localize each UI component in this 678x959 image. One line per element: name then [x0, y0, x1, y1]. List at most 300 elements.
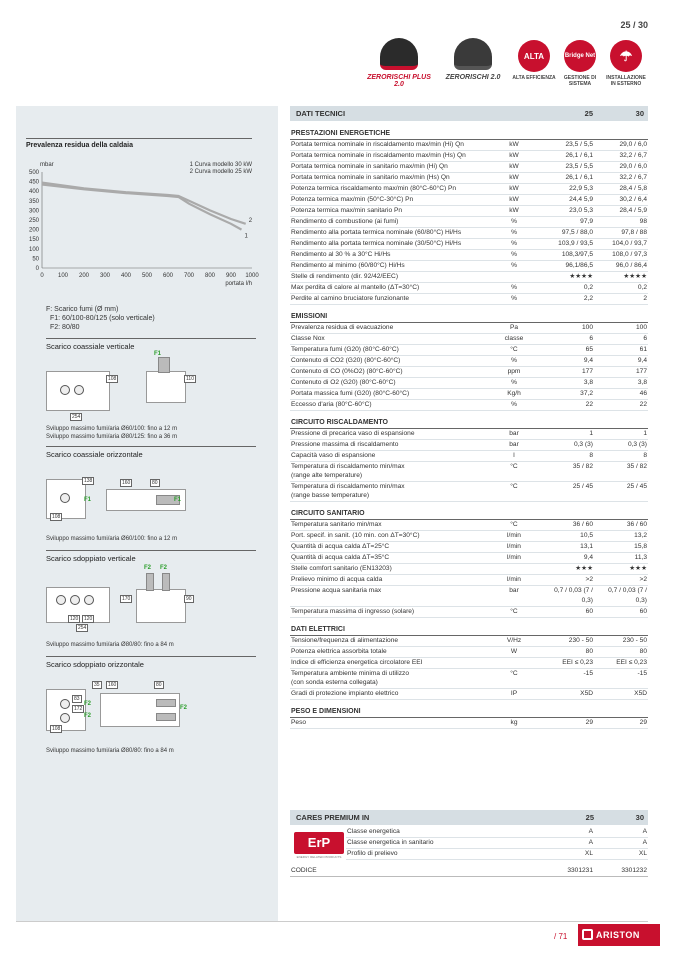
tech-data-panel	[290, 106, 648, 729]
row-value-30: 13,2	[594, 530, 648, 541]
dim-label: 172	[74, 706, 83, 712]
table-row	[290, 606, 648, 617]
row-unit: %	[488, 399, 540, 410]
scheme-drawing	[46, 565, 256, 631]
table-row	[290, 161, 648, 172]
row-value-30: 32,2 / 6,7	[594, 150, 648, 161]
row-value-30: 15,8	[594, 541, 648, 552]
bridgenet-badge	[558, 40, 602, 87]
table-row	[290, 519, 648, 530]
cares-premium-block	[290, 810, 648, 874]
y-tick-label: 500	[28, 170, 39, 176]
row-value-25: 108,3/97,5	[540, 249, 594, 260]
row-label: Rendimento al 30 % a 30°C Hi/Hs	[290, 249, 488, 260]
row-value-25: 26,1 / 6,1	[540, 172, 594, 183]
row-label: Classe Nox	[290, 333, 488, 344]
row-label: Rendimento alla portata termica nominale (30/50°C) Hi/Hs	[290, 238, 488, 249]
table-row	[290, 194, 648, 205]
row-label: Temperatura fumi (G20) (80°C-60°C)	[290, 344, 488, 355]
row-unit: kg	[488, 717, 540, 728]
x-tick-label: 400	[120, 273, 132, 279]
row-unit: kW	[488, 161, 540, 172]
row-unit: l/min	[488, 541, 540, 552]
table-row	[290, 293, 648, 304]
row-value-30: X5D	[594, 688, 648, 699]
row-value-30: 25 / 45	[594, 481, 648, 501]
helmet-icon	[454, 38, 492, 70]
row-label: Contenuto di O2 (G20) (80°C-60°C)	[290, 377, 488, 388]
row-value-25: 60	[540, 606, 594, 617]
row-label: Port. specif. in sanit. (10 min. con ΔT=30°C)	[290, 530, 488, 541]
row-value-30: 46	[594, 388, 648, 399]
tech-header-title: DATI TECNICI	[290, 106, 488, 121]
erp-value-30: A	[594, 827, 648, 838]
x-tick-label: 200	[78, 273, 90, 279]
row-unit: kW	[488, 150, 540, 161]
row-label: Rendimento alla portata termica nominale (60/80°C) Hi/Hs	[290, 227, 488, 238]
note-line: Sviluppo massimo fumi/aria Ø80/80: fino a 84 m	[46, 642, 174, 648]
row-unit: °C	[488, 519, 540, 530]
flue-mark: F1	[154, 351, 162, 357]
row-label: Temperatura di riscaldamento min/max (range basse temperature)	[290, 481, 488, 501]
row-value-25: 24,4 5,9	[540, 194, 594, 205]
row-unit: kW	[488, 139, 540, 150]
dim-label: 83	[74, 696, 80, 702]
row-unit: ppm	[488, 366, 540, 377]
curve-label: 1	[244, 233, 248, 240]
row-value-25: 13,1	[540, 541, 594, 552]
dim-label: 160	[122, 480, 131, 486]
cares-col-25: 25	[585, 813, 594, 822]
row-label: Temperatura ambiente minima di utilizzo (con sonda esterna collegata)	[290, 668, 488, 688]
table-row	[290, 205, 648, 216]
codice-table	[290, 866, 648, 877]
y-tick-label: 250	[28, 218, 39, 224]
row-unit: %	[488, 227, 540, 238]
x-tick-label: 0	[40, 273, 44, 279]
tech-header-unit	[488, 106, 540, 121]
codice-25: 3301231	[540, 866, 594, 877]
row-value-30: 29,0 / 6,0	[594, 161, 648, 172]
y-tick-label: 200	[28, 227, 39, 234]
scheme-drawing	[46, 351, 256, 420]
row-value-30: 28,4 / 5,8	[594, 183, 648, 194]
table-row	[290, 150, 648, 161]
y-tick-label: 400	[28, 189, 39, 196]
erp-value-30: XL	[594, 849, 648, 860]
pump-curve-chart	[26, 150, 266, 300]
table-row	[290, 377, 648, 388]
table-row	[290, 563, 648, 574]
row-value-30: -15	[594, 668, 648, 688]
row-label: Temperatura massima di ingresso (solare)	[290, 606, 488, 617]
flue-mark: F2	[84, 701, 92, 707]
row-value-25: 22	[540, 399, 594, 410]
x-tick-label: 1000	[245, 273, 259, 279]
row-value-25: 25 / 45	[540, 481, 594, 501]
row-value-30: 0,7 / 0,03 (7 / 0,3)	[594, 585, 648, 606]
row-value-30: ★★★	[594, 563, 648, 574]
tech-data-table	[290, 106, 648, 729]
row-value-30: 108,0 / 97,3	[594, 249, 648, 260]
row-value-30: 0,2	[594, 282, 648, 293]
row-label: Temperatura di riscaldamento min/max (range alte temperature)	[290, 461, 488, 481]
row-unit: kW	[488, 172, 540, 183]
dim-label: 108	[52, 726, 61, 732]
x-axis-label: portata l/h	[225, 281, 252, 287]
scheme-note	[46, 535, 256, 543]
flue-mark: F1	[174, 497, 182, 503]
table-row	[290, 481, 648, 501]
row-unit: V/Hz	[488, 635, 540, 646]
row-value-30: 230 - 50	[594, 635, 648, 646]
row-label: Portata termica nominale in riscaldamento max/min (Hi) Qn	[290, 139, 488, 150]
row-value-30: 100	[594, 322, 648, 333]
row-unit: °C	[488, 606, 540, 617]
row-unit: %	[488, 377, 540, 388]
row-value-25: 97,5 / 88,0	[540, 227, 594, 238]
x-tick-label: 300	[99, 273, 111, 279]
row-value-30: 36 / 60	[594, 519, 648, 530]
row-value-25: 10,5	[540, 530, 594, 541]
row-value-25: 23,5 / 5,5	[540, 139, 594, 150]
row-label: Indice di efficienza energetica circolatore EEI	[290, 657, 488, 668]
row-value-25: 36 / 60	[540, 519, 594, 530]
row-unit: l/min	[488, 574, 540, 585]
row-value-25: 0,3 (3)	[540, 439, 594, 450]
table-row	[290, 344, 648, 355]
row-label: Rendimento al minimo (60/80°C) Hi/Hs	[290, 260, 488, 271]
row-label: Stelle comfort sanitario (EN13203)	[290, 563, 488, 574]
row-label: Contenuto di CO2 (G20) (80°C-60°C)	[290, 355, 488, 366]
table-row	[290, 461, 648, 481]
row-value-30: 8	[594, 450, 648, 461]
row-value-30: 32,2 / 6,7	[594, 172, 648, 183]
flue-mark: F2	[160, 565, 168, 571]
x-tick-label: 700	[183, 273, 195, 279]
table-row	[290, 366, 648, 377]
efficiency-icon: ALTA	[518, 40, 550, 72]
flue-mark: F2	[180, 705, 188, 711]
row-label: Portata termica nominale in sanitario max/min (Hi) Qn	[290, 161, 488, 172]
row-unit: bar	[488, 439, 540, 450]
row-unit: Kg/h	[488, 388, 540, 399]
scheme-note	[46, 425, 256, 441]
erp-logo-sub: ENERGY RELATED PRODUCTS	[296, 855, 342, 859]
logo-label: ZERORISCHI PLUS 2.0	[367, 74, 431, 88]
erp-label: Classe energetica in sanitario	[346, 838, 540, 849]
section-title: PRESTAZIONI ENERGETICHE	[290, 121, 648, 139]
zerorischi-logo	[440, 38, 506, 90]
row-value-30: 104,0 / 93,7	[594, 238, 648, 249]
row-unit: classe	[488, 333, 540, 344]
y-tick-label: 0	[35, 266, 39, 272]
row-value-25: 23,5 / 5,5	[540, 161, 594, 172]
ariston-mark-icon	[582, 929, 593, 940]
x-tick-label: 900	[225, 273, 237, 279]
flue-mark: F2	[144, 565, 152, 571]
icon-label: ALTA EFFICIENZA	[512, 75, 556, 81]
scheme-drawing	[46, 465, 256, 525]
section-row	[290, 121, 648, 139]
row-value-25: -15	[540, 668, 594, 688]
row-label: Pressione acqua sanitaria max	[290, 585, 488, 606]
tech-header-30: 30	[594, 106, 648, 121]
cares-col-30: 30	[635, 813, 644, 822]
section-title: PESO E DIMENSIONI	[290, 699, 648, 717]
row-label: Eccesso d'aria (80°C-60°C)	[290, 399, 488, 410]
footer-divider	[16, 921, 648, 922]
cares-header	[290, 810, 648, 825]
legend-entry: 1 Curva modello 30 kW	[189, 162, 252, 168]
dim-label: 120	[84, 616, 93, 622]
zerorischi-plus-logo	[366, 38, 432, 90]
row-label: Pressione di precarica vaso di espansione	[290, 428, 488, 439]
row-unit: %	[488, 293, 540, 304]
row-unit: °C	[488, 461, 540, 481]
row-unit: °C	[488, 481, 540, 501]
scheme-title: Scarico sdoppiato orizzontale	[46, 656, 256, 669]
y-tick-label: 300	[28, 208, 39, 215]
row-label: Prelievo minimo di acqua calda	[290, 574, 488, 585]
table-row	[290, 238, 648, 249]
row-unit: %	[488, 249, 540, 260]
row-value-30: 22	[594, 399, 648, 410]
row-label: Perdite al camino bruciatore funzionante	[290, 293, 488, 304]
row-unit: bar	[488, 585, 540, 606]
scheme-sdoppiato-orizzontale	[46, 656, 256, 755]
table-row	[290, 530, 648, 541]
scheme-title: Scarico sdoppiato verticale	[46, 550, 256, 563]
dim-label: 80	[156, 682, 162, 688]
row-value-25: 9,4	[540, 552, 594, 563]
outdoor-icon: ☂	[610, 40, 642, 72]
row-unit	[488, 657, 540, 668]
section-title: DATI ELETTRICI	[290, 617, 648, 635]
row-unit: kW	[488, 205, 540, 216]
row-value-25: 37,2	[540, 388, 594, 399]
row-unit: %	[488, 238, 540, 249]
row-unit: °C	[488, 668, 540, 688]
table-row	[290, 322, 648, 333]
dim-label: 138	[84, 478, 93, 484]
table-row	[290, 717, 648, 728]
erp-table	[346, 827, 648, 860]
note-line: Sviluppo massimo fumi/aria Ø80/80: fino a 84 m	[46, 748, 174, 754]
scheme-coassiale-verticale	[46, 338, 256, 441]
row-value-25: 100	[540, 322, 594, 333]
row-label: Rendimento di combustione (ai fumi)	[290, 216, 488, 227]
row-unit: bar	[488, 428, 540, 439]
row-label: Portata massica fumi (G20) (80°C-60°C)	[290, 388, 488, 399]
dim-label: 108	[52, 514, 61, 520]
table-row	[290, 668, 648, 688]
erp-value-25: A	[540, 838, 594, 849]
row-value-25: 9,4	[540, 355, 594, 366]
flue-legend-line: F1: 60/100-80/125 (solo verticale)	[50, 315, 155, 322]
row-value-30: 29,0 / 6,0	[594, 139, 648, 150]
curve-label: 2	[248, 217, 253, 224]
row-unit: W	[488, 646, 540, 657]
scheme-note	[46, 747, 256, 755]
row-value-25: 26,1 / 6,1	[540, 150, 594, 161]
row-label: Potenza termica riscaldamento max/min (80°C-60°C) Pn	[290, 183, 488, 194]
row-unit: IP	[488, 688, 540, 699]
y-tick-label: 100	[28, 246, 39, 253]
row-label: Stelle di rendimento (dir. 92/42/EEC)	[290, 271, 488, 282]
table-row	[290, 439, 648, 450]
x-tick-label: 500	[141, 273, 153, 279]
table-row	[290, 260, 648, 271]
table-row	[290, 183, 648, 194]
dim-label: 254	[78, 625, 87, 631]
series-line-1	[42, 185, 242, 230]
row-unit: %	[488, 260, 540, 271]
table-row	[290, 249, 648, 260]
row-value-30: 80	[594, 646, 648, 657]
section-row	[290, 501, 648, 519]
row-label: Potenza elettrica assorbita totale	[290, 646, 488, 657]
dim-label: 254	[72, 414, 81, 420]
row-label: Temperatura sanitario min/max	[290, 519, 488, 530]
row-value-25: X5D	[540, 688, 594, 699]
row-value-25: 23,0 5,3	[540, 205, 594, 216]
table-row	[290, 216, 648, 227]
scheme-title: Scarico coassiale orizzontale	[46, 446, 256, 459]
row-label: Contenuto di CO (0%O2) (80°C-60°C)	[290, 366, 488, 377]
row-value-25: 96,1/86,5	[540, 260, 594, 271]
row-unit: %	[488, 355, 540, 366]
scheme-note	[46, 641, 256, 649]
scheme-sdoppiato-verticale	[46, 550, 256, 649]
dim-label: 80	[152, 480, 158, 486]
row-value-30: 9,4	[594, 355, 648, 366]
dim-label: 35	[94, 682, 100, 688]
row-value-25: 177	[540, 366, 594, 377]
table-row	[290, 428, 648, 439]
row-value-25: 29	[540, 717, 594, 728]
alta-efficienza-badge	[512, 40, 556, 81]
row-value-30: 29	[594, 717, 648, 728]
x-tick-label: 600	[162, 273, 174, 279]
row-value-25: 97,9	[540, 216, 594, 227]
row-unit: kW	[488, 194, 540, 205]
dim-label: 90	[186, 596, 192, 602]
table-row	[290, 333, 648, 344]
section-title: EMISSIONI	[290, 304, 648, 322]
row-label: Potenza termica max/min sanitario Pn	[290, 205, 488, 216]
brand-name: ARISTON	[596, 930, 640, 940]
row-value-30: >2	[594, 574, 648, 585]
row-label: Potenza termica max/min (50°C-30°C) Pn	[290, 194, 488, 205]
table-row	[290, 635, 648, 646]
scheme-coassiale-orizzontale	[46, 446, 256, 543]
esterno-badge	[604, 40, 648, 87]
y-tick-label: 150	[28, 237, 39, 244]
row-label: Capacità vaso di espansione	[290, 450, 488, 461]
row-label: Max perdita di calore al mantello (ΔT=30°C)	[290, 282, 488, 293]
icon-label: INSTALLAZIONE IN ESTERNO	[606, 75, 646, 87]
erp-row	[346, 827, 648, 838]
table-row	[290, 139, 648, 150]
helmet-icon	[380, 38, 418, 70]
row-value-25: 3,8	[540, 377, 594, 388]
row-value-30: 98	[594, 216, 648, 227]
page-number: 25 / 30	[620, 20, 648, 30]
row-value-30: ★★★★	[594, 271, 648, 282]
footer-page-number: / 71	[554, 932, 568, 941]
row-value-25: ★★★★	[540, 271, 594, 282]
row-value-25: 6	[540, 333, 594, 344]
erp-row	[346, 838, 648, 849]
row-unit: l/min	[488, 530, 540, 541]
table-row	[290, 399, 648, 410]
erp-value-30: A	[594, 838, 648, 849]
row-value-25: >2	[540, 574, 594, 585]
dim-label: 108	[108, 376, 117, 382]
logo-label: ZERORISCHI 2.0	[445, 74, 501, 81]
row-value-25: EEI ≤ 0,23	[540, 657, 594, 668]
row-value-25: 0,7 / 0,03 (7 / 0,3)	[540, 585, 594, 606]
codice-row	[290, 866, 648, 877]
tech-header-25: 25	[540, 106, 594, 121]
row-label: Portata termica nominale in sanitario max/min (Hs) Qn	[290, 172, 488, 183]
tech-header-row	[290, 106, 648, 121]
row-unit	[488, 271, 540, 282]
row-label: Tensione/frequenza di alimentazione	[290, 635, 488, 646]
table-row	[290, 388, 648, 399]
row-value-30: 177	[594, 366, 648, 377]
row-value-30: 30,2 / 6,4	[594, 194, 648, 205]
table-row	[290, 227, 648, 238]
flue-mark: F1	[84, 497, 92, 503]
flue-mark: F2	[84, 713, 92, 719]
table-row	[290, 172, 648, 183]
row-label: Pressione massima di riscaldamento	[290, 439, 488, 450]
erp-label: Profilo di prelievo	[346, 849, 540, 860]
table-row	[290, 271, 648, 282]
flue-legend	[46, 305, 155, 332]
dim-label: 110	[186, 376, 194, 382]
row-value-30: 6	[594, 333, 648, 344]
table-row	[290, 657, 648, 668]
table-row	[290, 585, 648, 606]
flue-legend-line: F: Scarico fumi (Ø mm)	[46, 306, 119, 313]
section-title: CIRCUITO RISCALDAMENTO	[290, 410, 648, 428]
row-value-30: 2	[594, 293, 648, 304]
table-row	[290, 355, 648, 366]
row-value-25: 103,9 / 93,5	[540, 238, 594, 249]
row-value-25: 8	[540, 450, 594, 461]
row-value-25: 22,9 5,3	[540, 183, 594, 194]
table-row	[290, 574, 648, 585]
row-label: Peso	[290, 717, 488, 728]
row-value-30: 35 / 82	[594, 461, 648, 481]
row-unit: %	[488, 216, 540, 227]
row-unit: %	[488, 282, 540, 293]
row-value-25: ★★★	[540, 563, 594, 574]
table-row	[290, 541, 648, 552]
row-value-25: 65	[540, 344, 594, 355]
icon-label: GESTIONE DI SISTEMA	[563, 75, 597, 87]
section-title: CIRCUITO SANITARIO	[290, 501, 648, 519]
x-tick-label: 800	[204, 273, 216, 279]
row-label: Portata termica nominale in riscaldamento max/min (Hs) Qn	[290, 150, 488, 161]
section-row	[290, 304, 648, 322]
erp-logo: ErP	[294, 832, 344, 854]
section-row	[290, 617, 648, 635]
section-row	[290, 699, 648, 717]
